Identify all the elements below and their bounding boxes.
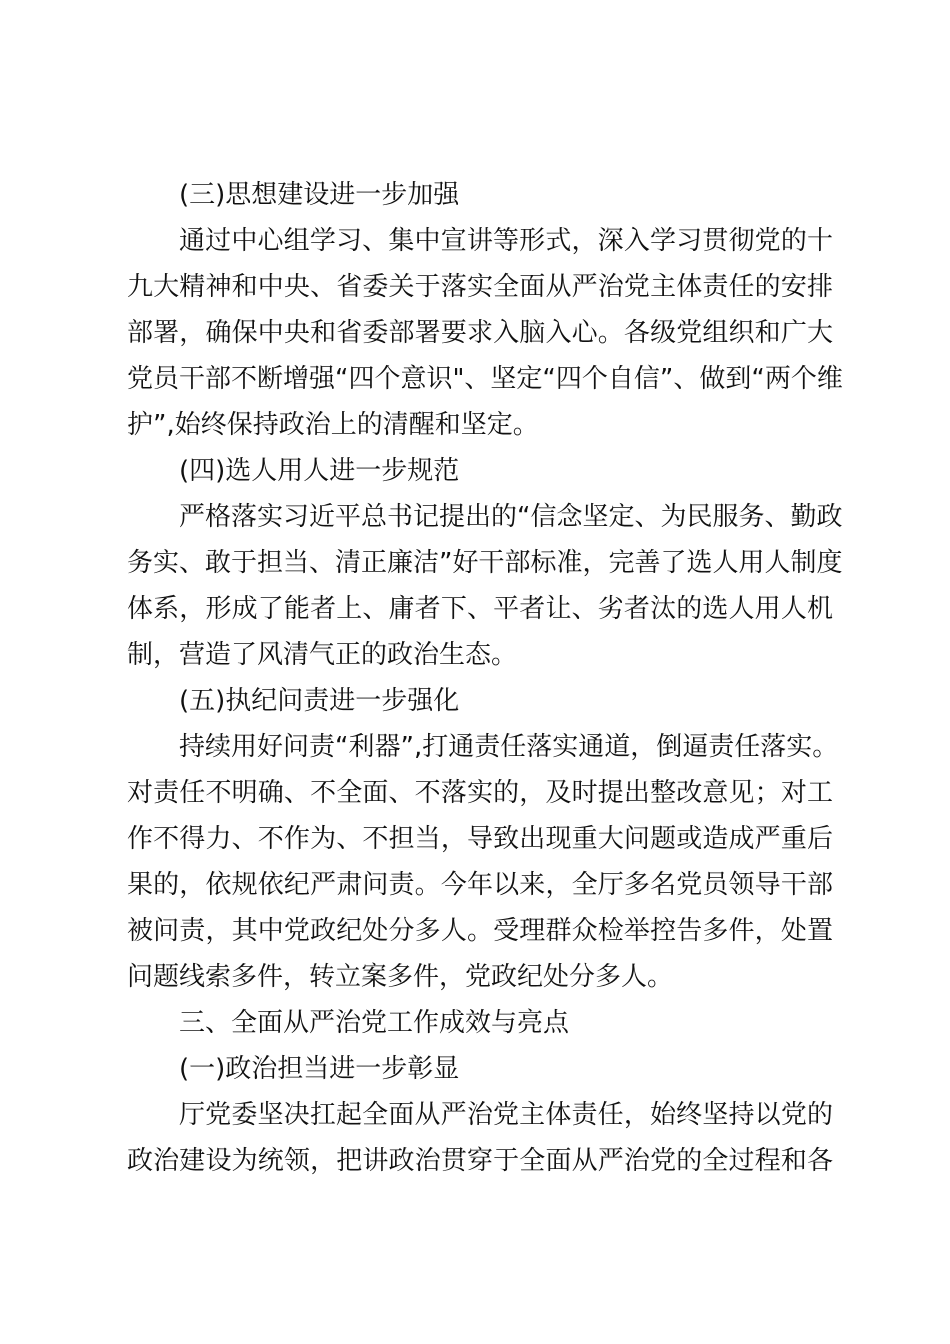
- paragraph-line: 通过中心组学习、集中宣讲等形式，深入学习贯彻党的十: [179, 226, 833, 256]
- paragraph-line: 务实、敢于担当、清正廉洁”好干部标准，完善了选人用人制度: [127, 548, 843, 578]
- section-heading-personnel: (四)选人用人进一步规范: [179, 456, 460, 486]
- section-heading-accountability: (五)执纪问责进一步强化: [179, 686, 460, 716]
- paragraph-line: 对责任不明确、不全面、不落实的，及时提出整改意见；对工: [127, 778, 833, 808]
- chapter-heading-results: 三、全面从严治党工作成效与亮点: [179, 1008, 570, 1038]
- section-heading-ideology: (三)思想建设进一步加强: [179, 180, 460, 210]
- paragraph-line: 严格落实习近平总书记提出的“信念坚定、为民服务、勤政: [179, 502, 843, 532]
- paragraph-line: 持续用好问责“利器”,打通责任落实通道，倒逼责任落实。: [179, 732, 839, 762]
- paragraph-line: 政治建设为统领，把讲政治贯穿于全面从严治党的全过程和各: [127, 1146, 833, 1176]
- paragraph-line: 部署，确保中央和省委部署要求入脑入心。各级党组织和广大: [127, 318, 833, 348]
- paragraph-line: 果的，依规依纪严肃问责。今年以来，全厅多名党员领导干部: [127, 870, 833, 900]
- section-heading-political: (一)政治担当进一步彰显: [179, 1054, 460, 1084]
- paragraph-line: 被问责，其中党政纪处分多人。受理群众检举控告多件，处置: [127, 916, 833, 946]
- paragraph-line: 作不得力、不作为、不担当，导致出现重大问题或造成严重后: [127, 824, 833, 854]
- paragraph-line: 体系，形成了能者上、庸者下、平者让、劣者汰的选人用人机: [127, 594, 833, 624]
- paragraph-line: 党员干部不断增强“四个意识"、坚定“四个自信”、做到“两个维: [127, 364, 843, 394]
- paragraph-line: 护”,始终保持政治上的清醒和坚定。: [127, 410, 539, 440]
- paragraph-line: 厅党委坚决扛起全面从严治党主体责任，始终坚持以党的: [179, 1100, 833, 1130]
- paragraph-line: 九大精神和中央、省委关于落实全面从严治党主体责任的安排: [127, 272, 833, 302]
- document-body: [127, 172, 843, 1184]
- paragraph-line: 制，营造了风清气正的政治生态。: [127, 640, 518, 670]
- paragraph-line: 问题线索多件，转立案多件，党政纪处分多人。: [127, 962, 674, 992]
